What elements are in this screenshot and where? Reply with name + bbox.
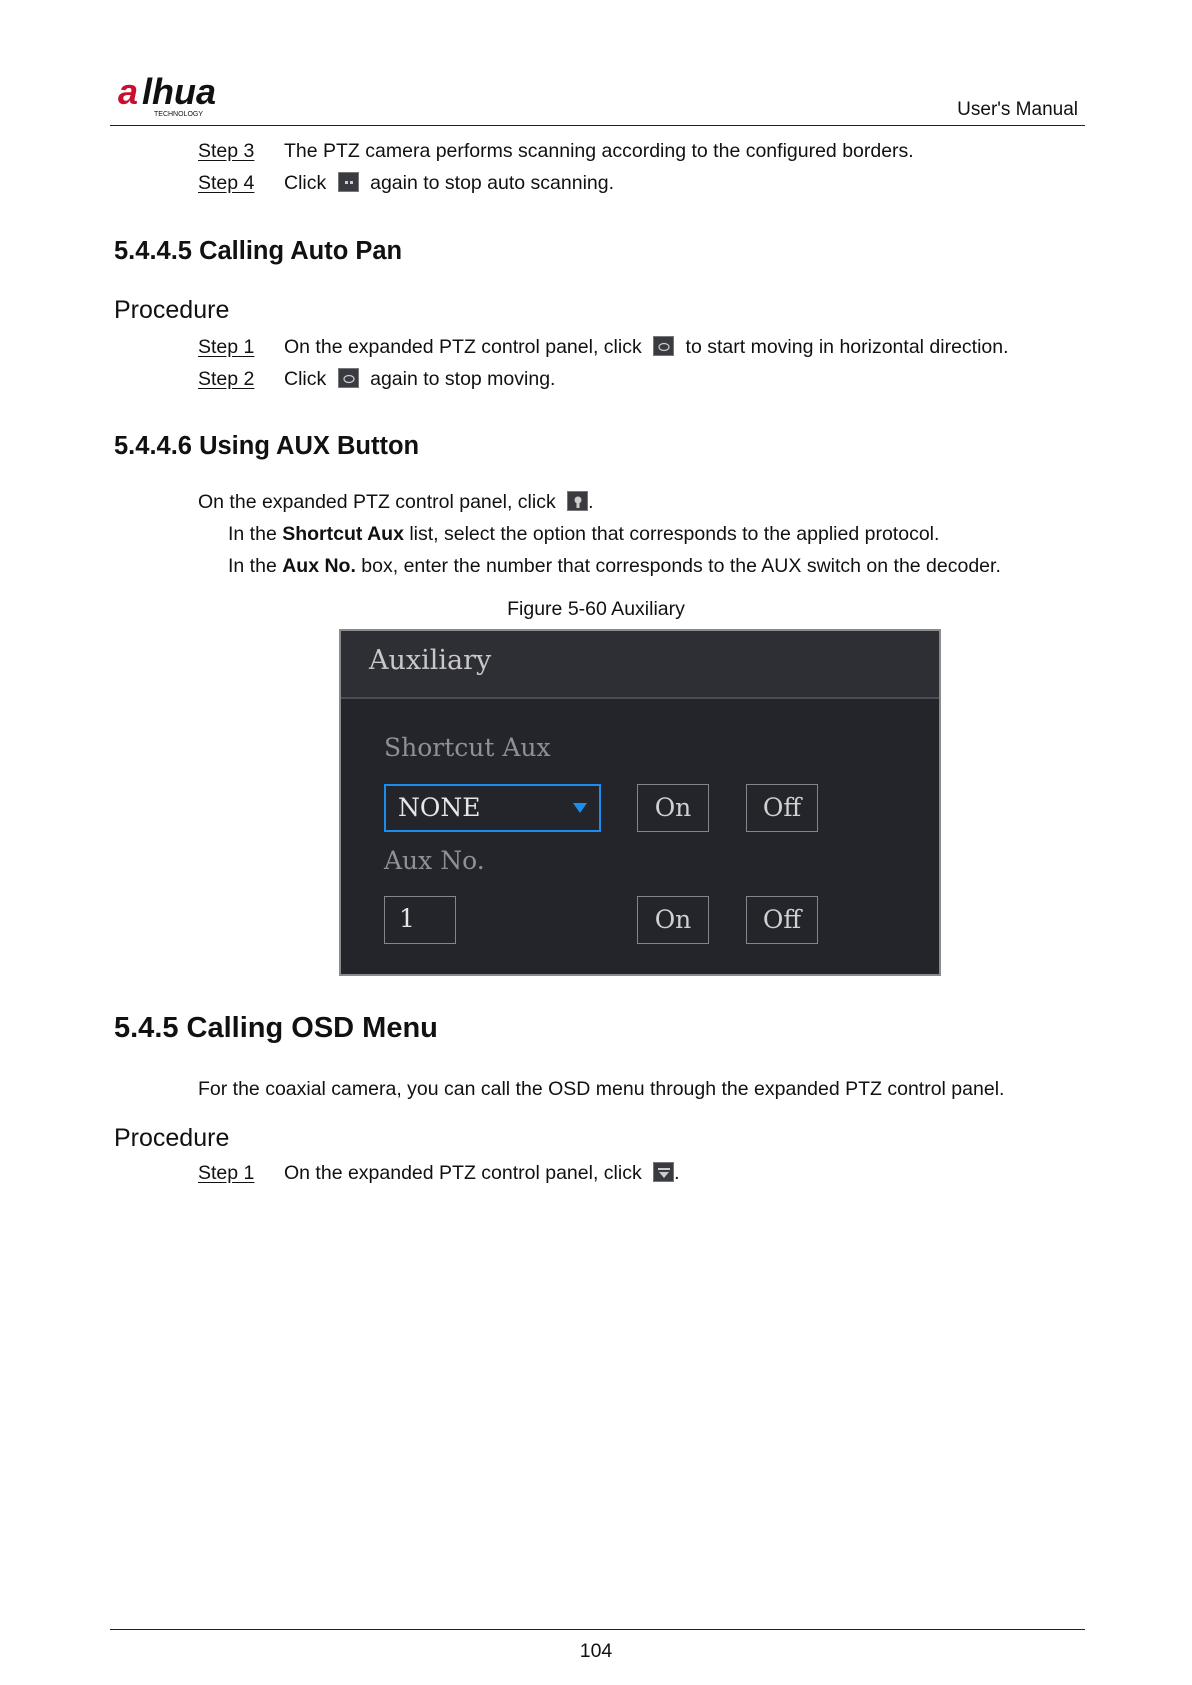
osd-intro: For the coaxial camera, you can call the OSD menu through the expanded PTZ control panel.	[198, 1078, 1005, 1100]
shortcut-off-button[interactable]: Off	[746, 784, 818, 832]
step-label: Step 4	[198, 172, 255, 194]
osd-menu-icon	[653, 1162, 674, 1182]
auto-pan-icon	[338, 368, 359, 388]
aux-no-input[interactable]	[384, 896, 456, 944]
footer-rule	[110, 1629, 1085, 1630]
svg-text:TECHNOLOGY: TECHNOLOGY	[154, 111, 204, 118]
shortcut-aux-label: Shortcut Aux	[384, 733, 551, 762]
aux-no-value: 1	[399, 904, 415, 933]
aux-on-button[interactable]: On	[637, 896, 709, 944]
step-text: The PTZ camera performs scanning according to the configured borders.	[284, 140, 914, 162]
shortcut-on-button[interactable]: On	[637, 784, 709, 832]
svg-text:a: a	[118, 72, 139, 112]
auto-scan-icon	[338, 172, 359, 192]
dialog-title-bar	[341, 631, 939, 699]
aux-intro: On the expanded PTZ control panel, click .	[198, 491, 594, 513]
step-text: Click again to stop moving.	[284, 368, 556, 390]
svg-text:lhua: lhua	[142, 72, 217, 112]
section-heading: 5.4.4.6 Using AUX Button	[114, 432, 420, 460]
aux-off-button[interactable]: Off	[746, 896, 818, 944]
procedure-heading: Procedure	[114, 1124, 230, 1152]
procedure-heading: Procedure	[114, 296, 230, 324]
page-number: 104	[579, 1640, 613, 1662]
aux-no-label: Aux No.	[384, 846, 485, 875]
auto-pan-icon	[653, 336, 674, 356]
auxiliary-dialog	[339, 629, 941, 976]
manual-title: User's Manual	[957, 99, 1078, 120]
step-label: Step 1	[198, 336, 255, 358]
step-label: Step 2	[198, 368, 255, 390]
step-text: Click again to stop auto scanning.	[284, 172, 615, 194]
chevron-down-icon	[573, 803, 587, 813]
dialog-title: Auxiliary	[369, 645, 492, 676]
shortcut-aux-select[interactable]	[384, 784, 601, 832]
bullet-aux-no: In the Aux No. box, enter the number that corresponds to the AUX switch on the decoder.	[228, 555, 1001, 577]
step-label: Step 1	[198, 1162, 255, 1184]
shortcut-aux-value: NONE	[398, 793, 481, 822]
step-label: Step 3	[198, 140, 255, 162]
header-rule	[110, 125, 1085, 126]
aux-icon	[567, 491, 588, 511]
bullet-shortcut-aux: In the Shortcut Aux list, select the option that corresponds to the applied protocol.	[228, 523, 940, 545]
section-heading: 5.4.5 Calling OSD Menu	[114, 1012, 438, 1044]
dahua-logo	[118, 72, 253, 120]
figure-caption: Figure 5-60 Auxiliary	[507, 598, 685, 620]
step-text: On the expanded PTZ control panel, click to start moving in horizontal direction.	[284, 336, 1009, 358]
step-text: On the expanded PTZ control panel, click .	[284, 1162, 680, 1184]
section-heading: 5.4.4.5 Calling Auto Pan	[114, 237, 403, 265]
